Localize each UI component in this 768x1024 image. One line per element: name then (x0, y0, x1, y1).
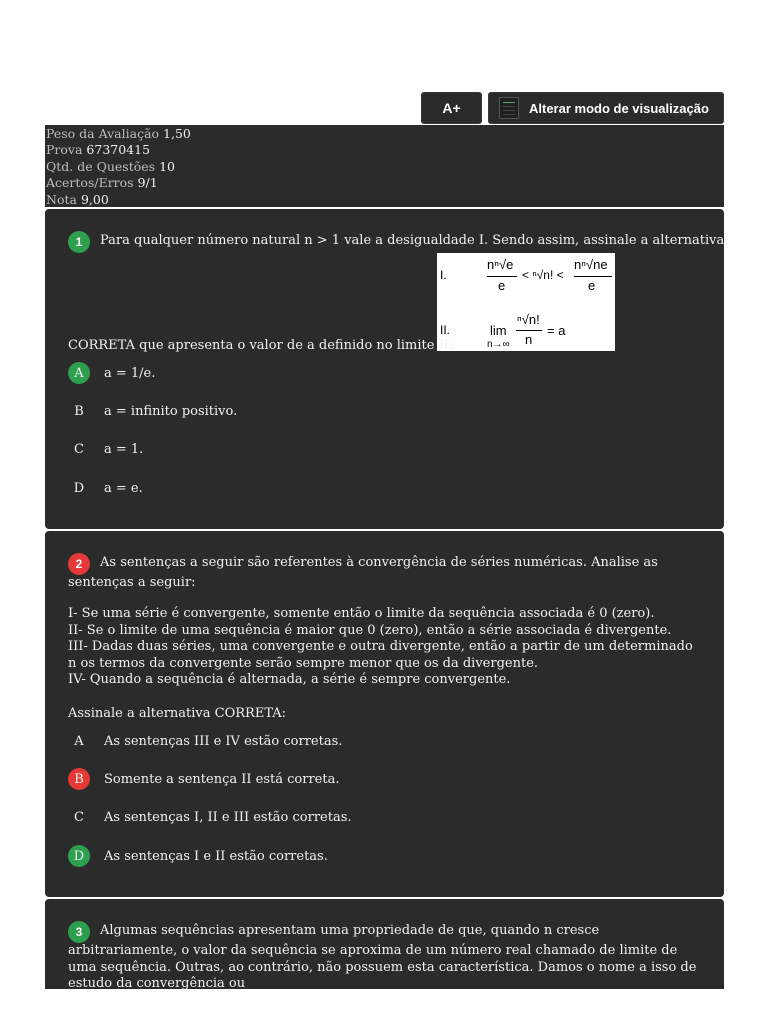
question-card-2 (45, 531, 724, 897)
option-b[interactable] (68, 768, 339, 790)
option-text: a = infinito positivo. (104, 403, 238, 419)
option-letter: A (74, 733, 84, 749)
option-text: a = 1/e. (104, 365, 156, 381)
option-letter: C (74, 809, 84, 825)
option-b[interactable] (68, 400, 237, 422)
info-exam: Prova 67370415 (46, 142, 151, 158)
statement: I- Se uma série é convergente, somente então o limite da sequência associada é 0 (zero). (68, 606, 655, 621)
question-number-badge: 2 (68, 553, 90, 575)
change-view-mode-button[interactable] (488, 92, 724, 124)
option-letter-correct: A (68, 362, 90, 384)
info-hits-misses: Acertos/Erros 9/1 (46, 175, 158, 191)
document-view-icon (499, 97, 519, 119)
option-c[interactable] (68, 438, 143, 460)
option-letter: C (74, 441, 84, 457)
option-text: As sentenças III e IV estão corretas. (104, 733, 343, 749)
option-d[interactable] (68, 477, 143, 499)
statement: IV- Quando a sequência é alternada, a série é sempre convergente. (68, 672, 511, 687)
option-text: Somente a sentença II está correta. (104, 771, 340, 787)
option-text: As sentenças I e II estão corretas. (104, 848, 328, 864)
question-number-badge: 3 (68, 921, 90, 943)
formula-image: I. nⁿ√e e < ⁿ√n! < nⁿ√ne e II. lim n→∞ ⁿ√n! n = a (437, 253, 615, 351)
question-card-1 (45, 209, 724, 529)
info-weight: Peso da Avaliação 1,50 (46, 126, 191, 141)
statement: III- Dadas duas séries, uma convergente e outra divergente, então a partir de um determinado n os termos da convergente serão sempre menor que os da divergente. (68, 639, 693, 671)
option-letter-correct: D (68, 845, 90, 867)
option-letter: B (74, 403, 84, 419)
statement: II- Se o limite de uma sequência é maior que 0 (zero), então a série associada é divergente. (68, 622, 672, 638)
option-letter-wrong: B (68, 768, 90, 790)
option-text: a = e. (104, 480, 143, 496)
question-1-text: 1 Para qualquer número natural n > 1 vale a desigualdade I. Sendo assim, assinale a alternativa (68, 231, 701, 253)
exam-info-panel (45, 125, 724, 207)
option-text: As sentenças I, II e III estão corretas. (104, 809, 352, 825)
option-c[interactable] (68, 806, 352, 828)
question-1-text-continued: CORRETA que apresenta o valor de a definido no limite II: (68, 338, 454, 353)
change-view-mode-label: Alterar modo de visualização (529, 100, 709, 116)
option-a[interactable] (68, 730, 342, 752)
question-number-badge: 1 (68, 231, 90, 253)
info-grade: Nota 9,00 (46, 191, 109, 207)
option-a[interactable] (68, 362, 155, 384)
question-3-text: 3 Algumas sequências apresentam uma propriedade de que, quando n cresce arbitrariamente, o valor da sequência se aproxima de um número real chamado de limite de uma sequência. Outras, ao contrário, não possuem esta característica. Damos o nome a isso de estudo da convergência ou (68, 923, 697, 991)
info-question-count: Qtd. de Questões 10 (46, 158, 175, 174)
option-text: a = 1. (104, 441, 144, 457)
question-2-text: 2 As sentenças a seguir são referentes à convergência de séries numéricas. Analise as sentenças a seguir: (68, 555, 658, 590)
toolbar (421, 92, 724, 124)
question-card-3 (45, 899, 724, 989)
option-d[interactable] (68, 845, 328, 867)
question-2-prompt: Assinale a alternativa CORRETA: (68, 706, 287, 721)
option-letter: D (73, 480, 85, 496)
question-2-statements (68, 606, 701, 689)
font-size-button[interactable]: A+ (421, 92, 482, 124)
